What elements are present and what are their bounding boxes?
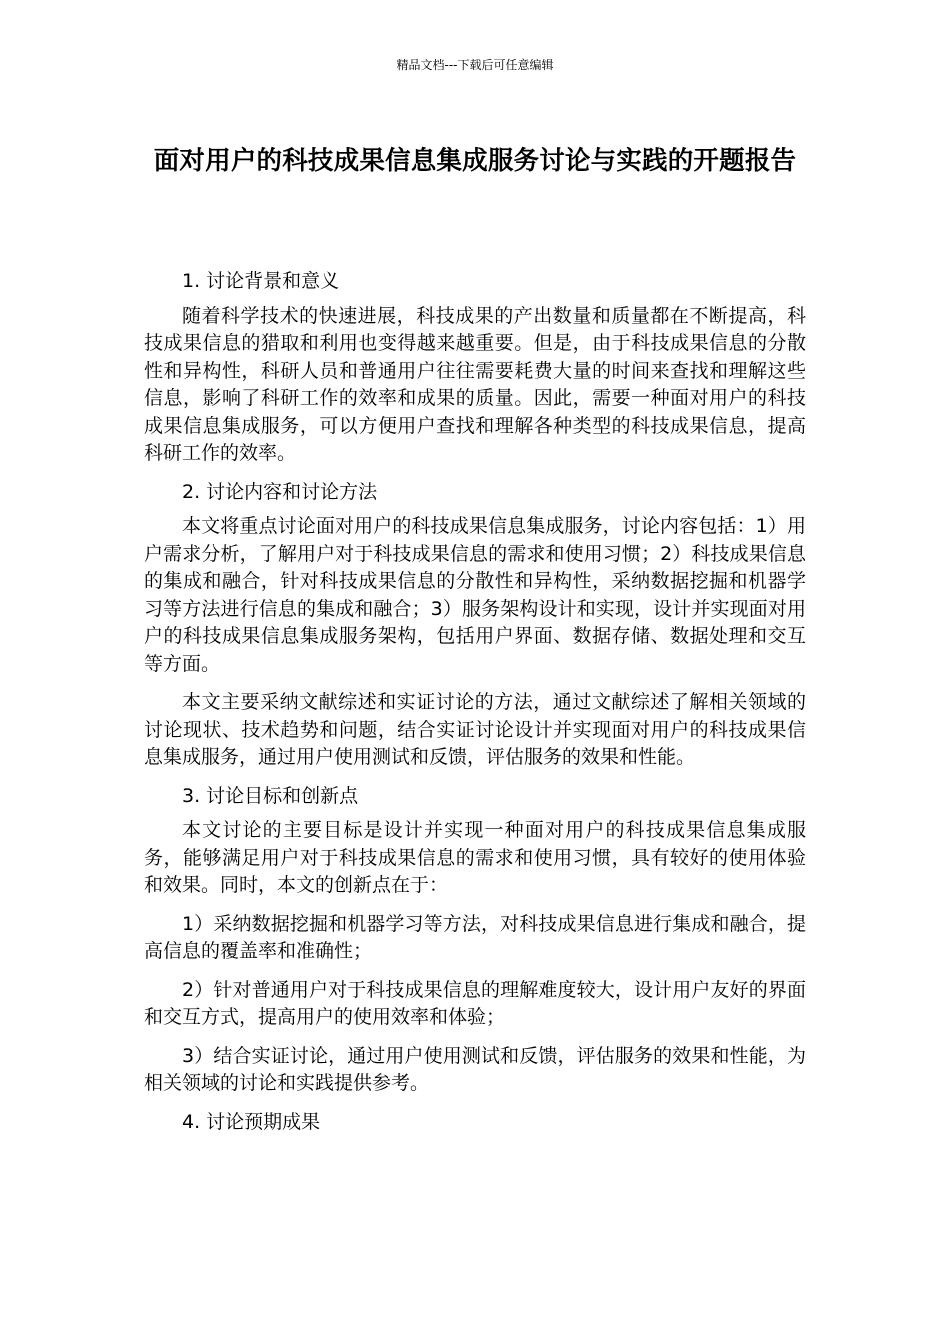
paragraph: 本文讨论的主要目标是设计并实现一种面对用户的科技成果信息集成服务，能够满足用户对于科技成果信息的需求和使用习惯，具有较好的使用体验和效果。同时，本文的创新点在于： xyxy=(144,819,806,896)
document-title: 面对用户的科技成果信息集成服务讨论与实践的开题报告 xyxy=(153,146,797,176)
section-heading: 1. 讨论背景和意义 xyxy=(182,270,340,292)
paragraph: 本文主要采纳文献综述和实证讨论的方法，通过文献综述了解相关领域的讨论现状、技术趋势和问题，结合实证讨论设计并实现面对用户的科技成果信息集成服务，通过用户使用测试和反馈，评估服务的效果和性能。 xyxy=(144,691,806,768)
paragraph: 本文将重点讨论面对用户的科技成果信息集成服务，讨论内容包括：1）用户需求分析，了解用户对于科技成果信息的需求和使用习惯；2）科技成果信息的集成和融合，针对科技成果信息的分散性和异构性，采纳数据挖掘和机器学习等方法进行信息的集成和融合；3）服务架构设计和实现，设计并实现面对用户的科技成果信息集成服务架构，包括用户界面、数据存储、数据处理和交互等方面。 xyxy=(144,515,806,675)
list-item: 1）采纳数据挖掘和机器学习等方法，对科技成果信息进行集成和融合，提高信息的覆盖率和准确性； xyxy=(144,912,806,962)
list-item: 2）针对普通用户对于科技成果信息的理解难度较大，设计用户友好的界面和交互方式，提高用户的使用效率和体验； xyxy=(144,978,806,1028)
section-heading: 2. 讨论内容和讨论方法 xyxy=(182,480,378,503)
document-body xyxy=(144,268,806,1143)
header-note: 精品文档---下载后可任意编辑 xyxy=(396,58,554,72)
paragraph: 随着科学技术的快速进展，科技成果的产出数量和质量都在不断提高，科技成果信息的猎取和利用也变得越来越重要。但是，由于科技成果信息的分散性和异构性，科研人员和普通用户往往需要耗费大量的时间来查找和理解这些信息，影响了科研工作的效率和成果的质量。因此，需要一种面对用户的科技成果信息集成服务，可以方便用户查找和理解各种类型的科技成果信息，提高科研工作的效率。 xyxy=(144,304,806,464)
section-heading: 3. 讨论目标和创新点 xyxy=(182,784,359,807)
list-item: 3）结合实证讨论，通过用户使用测试和反馈，评估服务的效果和性能，为相关领域的讨论和实践提供参考。 xyxy=(144,1044,806,1094)
section-heading: 4. 讨论预期成果 xyxy=(182,1110,321,1133)
